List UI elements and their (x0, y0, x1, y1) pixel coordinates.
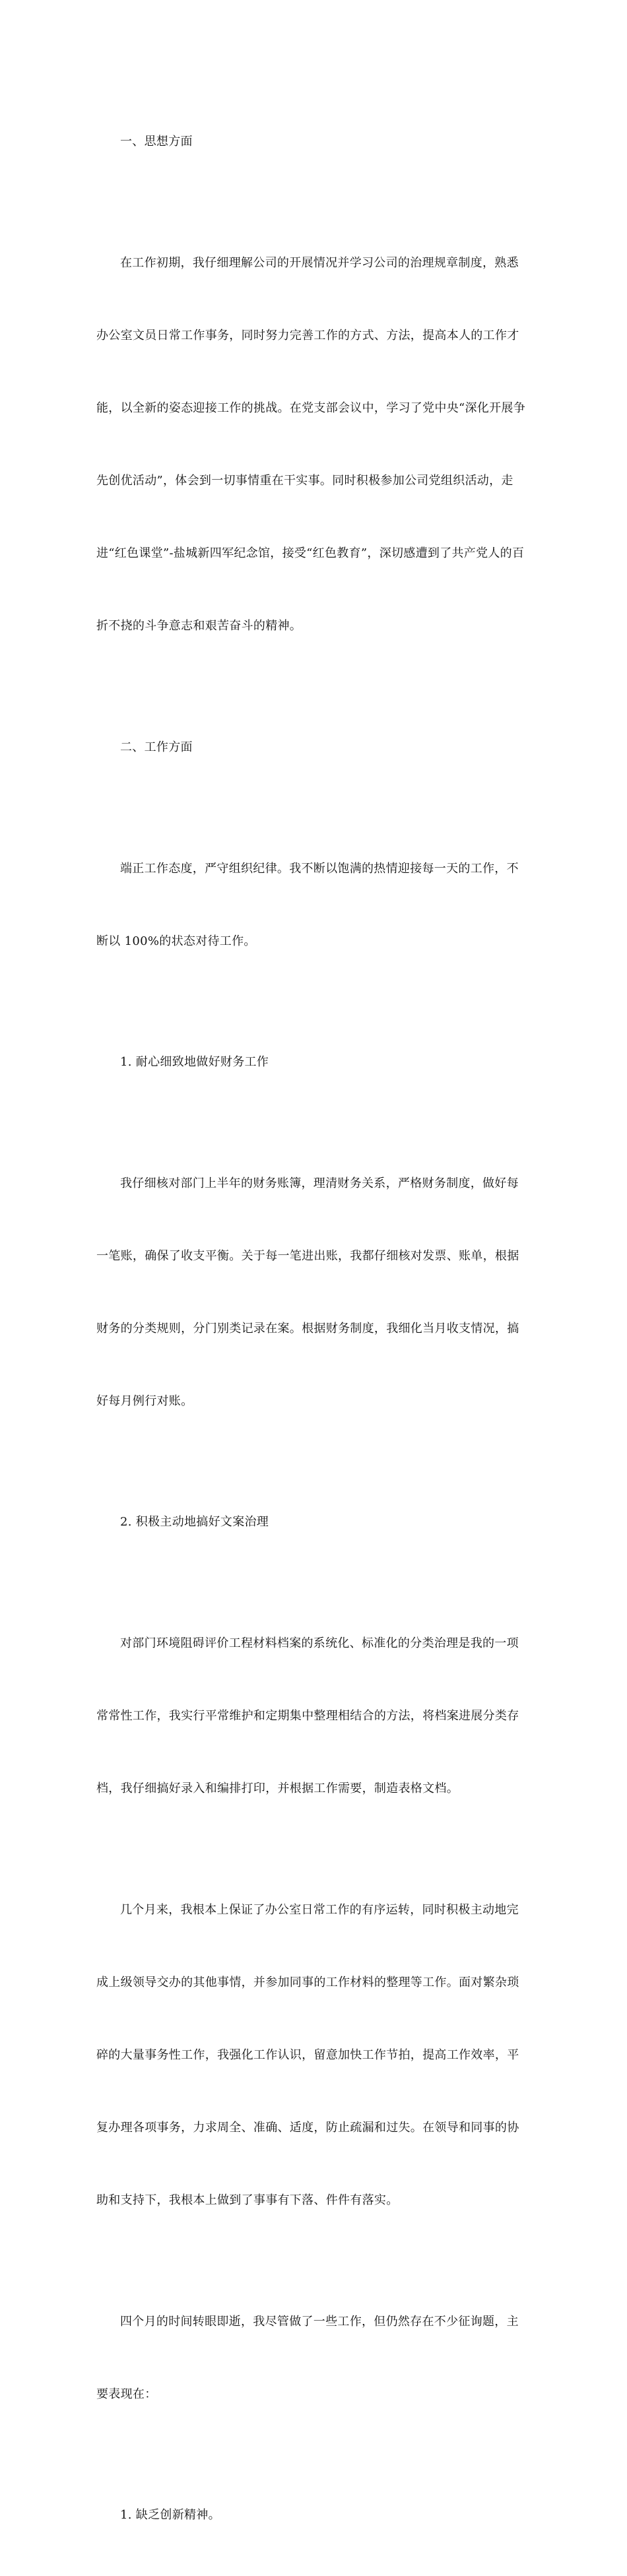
text-line: 进“红色课堂”-盐城新四军纪念馆，接受“红色教育”，深切感遭到了共产党人的百 (96, 546, 525, 561)
text-line: 复办理各项事务，力求周全、准确、适度，防止疏漏和过失。在领导和同事的协 (96, 2121, 519, 2135)
text-line: 碎的大量事务性工作，我强化工作认识，留意加快工作节拍，提高工作效率，平 (96, 2047, 519, 2062)
text-line: 端正工作态度，严守组织纪律。我不断以饱满的热情迎接每一天的工作，不 (120, 861, 519, 876)
text-line: 折不挠的斗争意志和艰苦奋斗的精神。 (96, 619, 302, 633)
text-line: 几个月来，我根本上保证了办公室日常工作的有序运转，同时积极主动地完 (120, 1902, 519, 1917)
subheading-documents (96, 1462, 535, 1584)
text-line: 档，我仔细搞好录入和编排打印，并根据工作需要，制造表格文档。 (96, 1782, 459, 1796)
text-line: 先创优活动”，体会到一切事情重在干实事。同时积极参加公司党组织活动，走 (96, 474, 513, 488)
text-line: 在工作初期，我仔细理解公司的开展情况并学习公司的治理规章制度，熟悉 (120, 255, 519, 270)
subheading-innovation (96, 2455, 535, 2576)
heading-text: 一、思想方面 (120, 135, 193, 149)
subheading-finance (96, 1002, 535, 1124)
document-page (96, 82, 535, 2576)
section-heading-work (96, 688, 535, 809)
text-line: 对部门环境阻碍评价工程材料档案的系统化、标准化的分类治理是我的一项 (120, 1636, 519, 1650)
text-line: 成上级领导交办的其他事情，并参加同事的工作材料的整理等工作。面对繁杂琐 (96, 1975, 519, 1989)
text-line: 我仔细核对部门上半年的财务账簿，理清财务关系，严格财务制度，做好每 (120, 1176, 519, 1190)
subheading-text: 1. 缺乏创新精神。 (120, 2508, 220, 2523)
text-line: 办公室文员日常工作事务，同时努力完善工作的方式、方法，提高本人的工作才 (96, 329, 519, 343)
text-line: 常常性工作，我实行平常维护和定期集中整理相结合的方法，将档案进展分类存 (96, 1709, 519, 1723)
text-line: 助和支持下，我根本上做到了事事有下落、件件有落实。 (96, 2193, 399, 2208)
paragraph-documents (96, 1584, 535, 1850)
text-line: 能，以全新的姿态迎接工作的挑战。在党支部会议中，学习了党中央“深化开展争 (96, 401, 525, 416)
text-line: 一笔账，确保了收支平衡。关于每一笔进出账，我都仔细核对发票、账单，根据 (96, 1248, 519, 1263)
text-line: 好每月例行对账。 (96, 1394, 193, 1408)
text-line: 四个月的时间转眼即逝，我尽管做了一些工作，但仍然存在不少征询题，主 (120, 2314, 519, 2329)
text-line: 要表现在： (96, 2387, 157, 2401)
text-line: 财务的分类规则，分门别类记录在案。根据财务制度，我细化当月收支情况，搞 (96, 1321, 519, 1336)
text-line: 断以 100%的状态对待工作。 (96, 934, 256, 948)
paragraph-summary (96, 1850, 535, 2261)
paragraph-thought (96, 203, 535, 688)
paragraph-work-attitude (96, 808, 535, 1002)
subheading-text: 1. 耐心细致地做好财务工作 (120, 1055, 269, 1070)
section-heading-thought (96, 82, 535, 203)
paragraph-issues (96, 2261, 535, 2455)
heading-text: 二、工作方面 (120, 740, 193, 754)
subheading-text: 2. 积极主动地搞好文案治理 (120, 1515, 269, 1530)
paragraph-finance (96, 1123, 535, 1462)
